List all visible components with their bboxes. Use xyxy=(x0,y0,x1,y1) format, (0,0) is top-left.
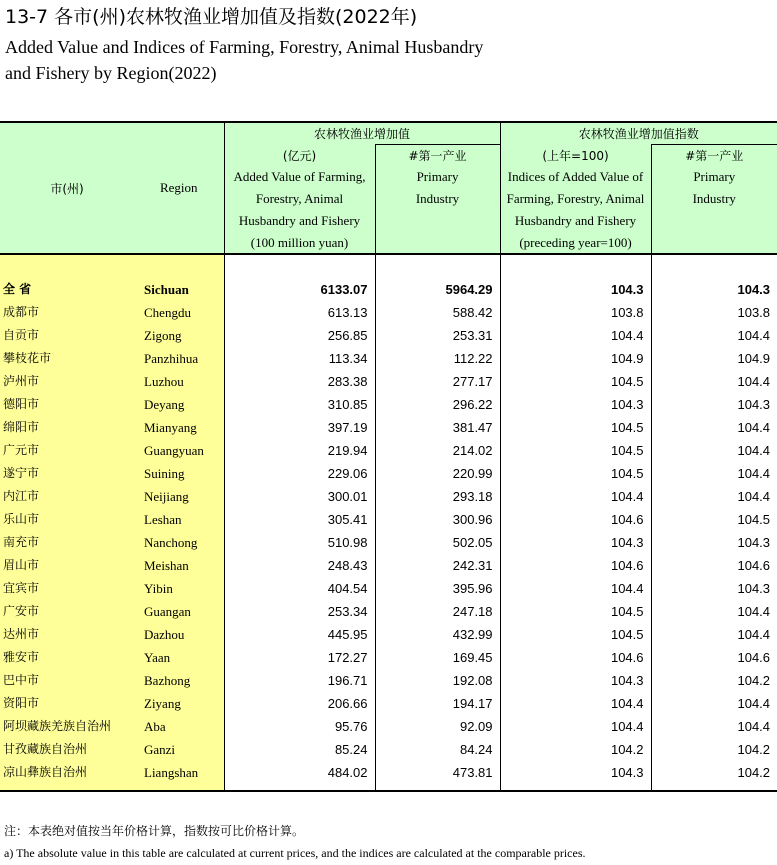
cell-added-value: 397.19 xyxy=(224,416,375,439)
header-region: Region xyxy=(134,122,224,254)
cell-primary-index: 104.4 xyxy=(737,420,771,435)
spacer xyxy=(651,254,777,278)
cell-region: Neijiang xyxy=(134,485,224,508)
cell-city: 南充市 xyxy=(0,531,134,554)
table-row xyxy=(0,416,777,439)
cell-region: Yaan xyxy=(134,646,224,669)
header-primary-index-spacer-1 xyxy=(651,210,777,232)
cell-added-index: 104.4 xyxy=(500,715,651,738)
cell-city: 阿坝藏族羌族自治州 xyxy=(0,715,134,738)
cell-added-value: 300.01 xyxy=(224,485,375,508)
header-city: 市(州) xyxy=(0,122,134,254)
cell-region: Liangshan xyxy=(134,761,224,784)
cell-primary-value: 242.31 xyxy=(375,554,500,577)
table-row xyxy=(0,324,777,347)
header-primary-spacer-2 xyxy=(375,232,500,254)
cell-region: Mianyang xyxy=(134,416,224,439)
cell-added-value: 113.34 xyxy=(224,347,375,370)
cell-city: 广元市 xyxy=(0,439,134,462)
cell-added-value: 510.98 xyxy=(224,531,375,554)
header-added-value-zh: 农林牧渔业增加值 xyxy=(224,122,500,144)
cell-city: 绵阳市 xyxy=(0,416,134,439)
header-indices-en-4: (preceding year=100) xyxy=(500,232,651,254)
cell-city: 巴中市 xyxy=(0,669,134,692)
spacer-cell xyxy=(375,784,500,791)
cell-city: 遂宁市 xyxy=(0,462,134,485)
cell-primary-index: 104.4 xyxy=(737,719,771,734)
cell-added-value: 253.34 xyxy=(224,600,375,623)
cell-city: 成都市 xyxy=(0,301,134,324)
table-row xyxy=(0,554,777,577)
cell-added-index: 104.4 xyxy=(500,485,651,508)
cell-region: Aba xyxy=(134,715,224,738)
cell-added-index: 104.6 xyxy=(500,554,651,577)
spacer xyxy=(500,254,651,278)
cell-primary-index: 104.3 xyxy=(737,282,771,297)
header-added-value-en-2: Forestry, Animal xyxy=(224,188,375,210)
spacer xyxy=(134,254,224,278)
header-added-value-en-4: (100 million yuan) xyxy=(224,232,375,254)
table-row xyxy=(0,508,777,531)
table-body xyxy=(0,254,777,791)
cell-region: Bazhong xyxy=(134,669,224,692)
cell-primary-value: 277.17 xyxy=(375,370,500,393)
cell-region: Zigong xyxy=(134,324,224,347)
header-added-value-en-1: Added Value of Farming, xyxy=(224,166,375,188)
cell-added-index: 104.5 xyxy=(500,600,651,623)
cell-primary-value: 432.99 xyxy=(375,623,500,646)
cell-added-index: 103.8 xyxy=(500,301,651,324)
cell-region: Sichuan xyxy=(134,278,224,301)
cell-city: 自贡市 xyxy=(0,324,134,347)
cell-primary-index: 104.6 xyxy=(737,558,771,573)
spacer-cell xyxy=(651,784,777,791)
cell-primary-value: 473.81 xyxy=(375,761,500,784)
cell-primary-index: 104.3 xyxy=(737,535,771,550)
cell-region: Dazhou xyxy=(134,623,224,646)
table-row xyxy=(0,462,777,485)
cell-added-index: 104.6 xyxy=(500,508,651,531)
cell-primary-value: 112.22 xyxy=(375,347,500,370)
spacer xyxy=(0,254,134,278)
cell-added-value: 404.54 xyxy=(224,577,375,600)
cell-added-index: 104.4 xyxy=(500,577,651,600)
spacer xyxy=(224,254,375,278)
table-row xyxy=(0,531,777,554)
cell-primary-value: 395.96 xyxy=(375,577,500,600)
cell-added-index: 104.4 xyxy=(500,692,651,715)
spacer-cell xyxy=(224,784,375,791)
cell-city: 内江市 xyxy=(0,485,134,508)
header-primary-en-2: Industry xyxy=(375,188,500,210)
table-row xyxy=(0,485,777,508)
cell-primary-index: 104.4 xyxy=(737,489,771,504)
header-primary-spacer-1 xyxy=(375,210,500,232)
header-indices-en-3: Husbandry and Fishery xyxy=(500,210,651,232)
cell-primary-index: 104.6 xyxy=(737,650,771,665)
cell-region: Guangan xyxy=(134,600,224,623)
cell-city: 广安市 xyxy=(0,600,134,623)
cell-city: 攀枝花市 xyxy=(0,347,134,370)
header-primary-index-en-2: Industry xyxy=(651,188,777,210)
cell-region: Chengdu xyxy=(134,301,224,324)
table-row xyxy=(0,347,777,370)
cell-city: 德阳市 xyxy=(0,393,134,416)
cell-primary-value: 247.18 xyxy=(375,600,500,623)
cell-primary-value: 300.96 xyxy=(375,508,500,531)
cell-region: Nanchong xyxy=(134,531,224,554)
spacer-cell xyxy=(500,784,651,791)
cell-added-value: 196.71 xyxy=(224,669,375,692)
cell-added-value: 85.24 xyxy=(224,738,375,761)
cell-primary-value: 296.22 xyxy=(375,393,500,416)
table-row xyxy=(0,393,777,416)
cell-added-value: 305.41 xyxy=(224,508,375,531)
cell-primary-value: 5964.29 xyxy=(375,278,500,301)
spacer-row xyxy=(0,784,777,791)
cell-added-index: 104.3 xyxy=(500,531,651,554)
cell-region: Deyang xyxy=(134,393,224,416)
cell-primary-value: 293.18 xyxy=(375,485,500,508)
cell-city: 全 省 xyxy=(0,278,134,301)
cell-region: Meishan xyxy=(134,554,224,577)
cell-added-index: 104.4 xyxy=(500,324,651,347)
page-subtitle-line-1: Added Value and Indices of Farming, Forestry, Animal Husbandry xyxy=(5,37,484,57)
cell-added-value: 256.85 xyxy=(224,324,375,347)
cell-added-index: 104.5 xyxy=(500,439,651,462)
header-primary-index-en-1: Primary xyxy=(651,166,777,188)
header-indices-en-1: Indices of Added Value of xyxy=(500,166,651,188)
table-row xyxy=(0,646,777,669)
data-table xyxy=(0,121,777,792)
table-row xyxy=(0,738,777,761)
table-row xyxy=(0,577,777,600)
cell-city: 甘孜藏族自治州 xyxy=(0,738,134,761)
cell-city: 宜宾市 xyxy=(0,577,134,600)
cell-added-index: 104.5 xyxy=(500,370,651,393)
header-primary-index-spacer-2 xyxy=(651,232,777,254)
cell-added-value: 219.94 xyxy=(224,439,375,462)
cell-added-index: 104.3 xyxy=(500,393,651,416)
cell-region: Ganzi xyxy=(134,738,224,761)
cell-region: Yibin xyxy=(134,577,224,600)
cell-added-value: 484.02 xyxy=(224,761,375,784)
cell-added-value: 172.27 xyxy=(224,646,375,669)
spacer xyxy=(375,254,500,278)
cell-primary-index: 104.4 xyxy=(737,627,771,642)
cell-city: 达州市 xyxy=(0,623,134,646)
cell-added-value: 95.76 xyxy=(224,715,375,738)
cell-added-index: 104.5 xyxy=(500,416,651,439)
cell-added-index: 104.5 xyxy=(500,623,651,646)
header-indices-zh: 农林牧渔业增加值指数 xyxy=(500,122,777,144)
cell-region: Suining xyxy=(134,462,224,485)
cell-primary-index: 103.8 xyxy=(737,305,771,320)
cell-city: 雅安市 xyxy=(0,646,134,669)
cell-primary-index: 104.4 xyxy=(737,443,771,458)
cell-added-value: 6133.07 xyxy=(224,278,375,301)
cell-region: Panzhihua xyxy=(134,347,224,370)
header-primary-en-1: Primary xyxy=(375,166,500,188)
cell-primary-index: 104.2 xyxy=(737,765,771,780)
cell-primary-value: 588.42 xyxy=(375,301,500,324)
cell-region: Guangyuan xyxy=(134,439,224,462)
cell-added-value: 445.95 xyxy=(224,623,375,646)
cell-primary-value: 502.05 xyxy=(375,531,500,554)
header-primary-zh: #第一产业 xyxy=(375,144,500,166)
cell-added-value: 248.43 xyxy=(224,554,375,577)
cell-added-value: 229.06 xyxy=(224,462,375,485)
cell-primary-index: 104.3 xyxy=(737,397,771,412)
header-primary-index-zh: #第一产业 xyxy=(651,144,777,166)
cell-added-index: 104.9 xyxy=(500,347,651,370)
table-row xyxy=(0,692,777,715)
cell-added-index: 104.3 xyxy=(500,669,651,692)
table-row xyxy=(0,669,777,692)
cell-city: 泸州市 xyxy=(0,370,134,393)
cell-primary-value: 381.47 xyxy=(375,416,500,439)
cell-added-index: 104.6 xyxy=(500,646,651,669)
table-row xyxy=(0,278,777,301)
table-row xyxy=(0,623,777,646)
cell-city: 资阳市 xyxy=(0,692,134,715)
cell-primary-index: 104.9 xyxy=(737,351,771,366)
cell-added-value: 283.38 xyxy=(224,370,375,393)
cell-primary-value: 194.17 xyxy=(375,692,500,715)
page-subtitle-line-2: and Fishery by Region(2022) xyxy=(5,63,217,83)
cell-primary-value: 192.08 xyxy=(375,669,500,692)
header-added-value-en-3: Husbandry and Fishery xyxy=(224,210,375,232)
cell-added-value: 613.13 xyxy=(224,301,375,324)
table-row xyxy=(0,761,777,784)
cell-primary-index: 104.4 xyxy=(737,374,771,389)
note-en: a) The absolute value in this table are calculated at current prices, and the indices are calculated at the comparable prices. xyxy=(4,846,586,860)
cell-primary-value: 214.02 xyxy=(375,439,500,462)
spacer-cell xyxy=(0,784,134,791)
cell-primary-value: 92.09 xyxy=(375,715,500,738)
note-zh: 注：本表绝对值按当年价格计算，指数按可比价格计算。 xyxy=(4,824,305,838)
cell-city: 乐山市 xyxy=(0,508,134,531)
cell-primary-index: 104.2 xyxy=(737,673,771,688)
cell-added-index: 104.3 xyxy=(500,761,651,784)
cell-city: 眉山市 xyxy=(0,554,134,577)
cell-added-index: 104.3 xyxy=(500,278,651,301)
cell-primary-value: 253.31 xyxy=(375,324,500,347)
header-indices-en-2: Farming, Forestry, Animal xyxy=(500,188,651,210)
table-row xyxy=(0,370,777,393)
cell-primary-index: 104.5 xyxy=(737,512,771,527)
cell-primary-index: 104.4 xyxy=(737,696,771,711)
cell-primary-index: 104.4 xyxy=(737,328,771,343)
header-indices-unit: (上年=100) xyxy=(500,144,651,166)
table-row xyxy=(0,600,777,623)
cell-primary-value: 169.45 xyxy=(375,646,500,669)
cell-primary-index: 104.3 xyxy=(737,581,771,596)
cell-primary-value: 84.24 xyxy=(375,738,500,761)
cell-added-index: 104.5 xyxy=(500,462,651,485)
header-added-value-unit: (亿元) xyxy=(224,144,375,166)
table-row xyxy=(0,439,777,462)
page-title: 13-7 各市(州)农林牧渔业增加值及指数(2022年) xyxy=(5,6,418,28)
cell-primary-index: 104.4 xyxy=(737,604,771,619)
cell-primary-index: 104.2 xyxy=(737,742,771,757)
cell-region: Leshan xyxy=(134,508,224,531)
cell-added-value: 310.85 xyxy=(224,393,375,416)
spacer-cell xyxy=(134,784,224,791)
cell-primary-index: 104.4 xyxy=(737,466,771,481)
cell-added-index: 104.2 xyxy=(500,738,651,761)
table-row xyxy=(0,301,777,324)
cell-added-value: 206.66 xyxy=(224,692,375,715)
cell-primary-value: 220.99 xyxy=(375,462,500,485)
cell-region: Luzhou xyxy=(134,370,224,393)
cell-region: Ziyang xyxy=(134,692,224,715)
cell-city: 凉山彝族自治州 xyxy=(0,761,134,784)
table-row xyxy=(0,715,777,738)
